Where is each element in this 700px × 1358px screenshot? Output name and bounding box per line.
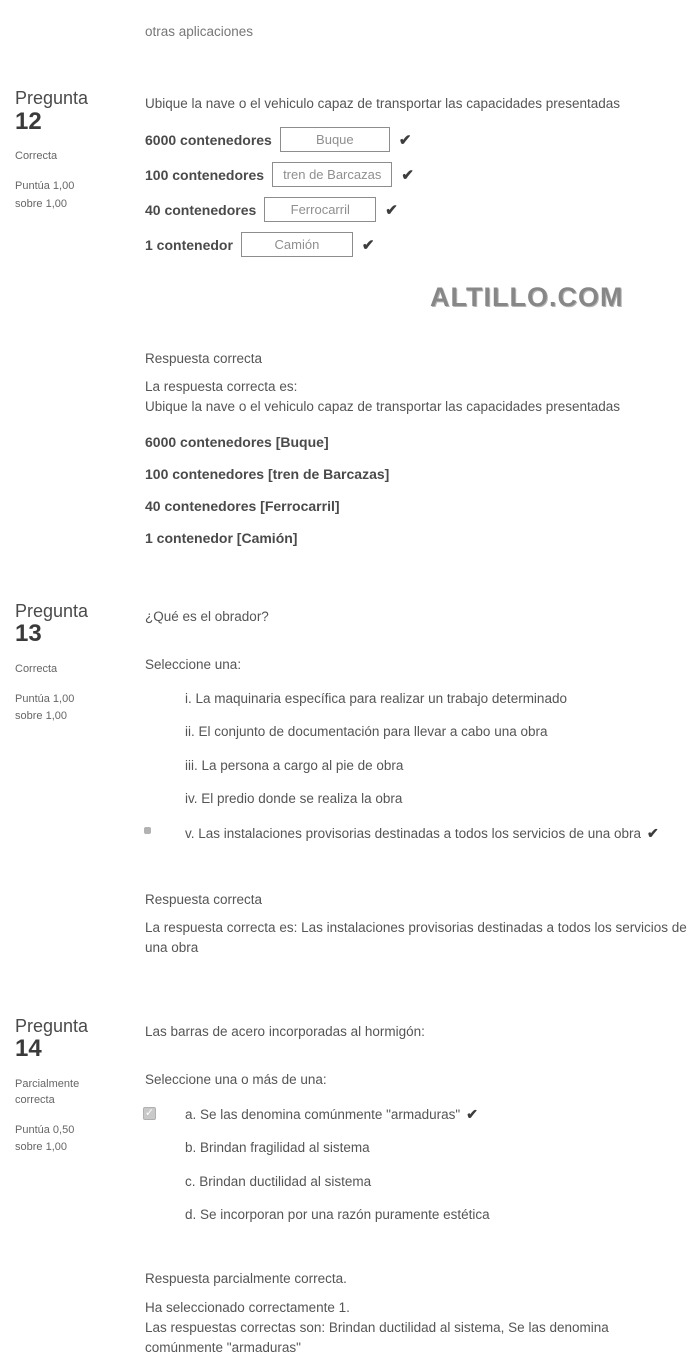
option-text: iv. El predio donde se realiza la obra (185, 791, 403, 807)
feedback-title: Respuesta correcta (145, 350, 263, 366)
checkbox-checked[interactable]: ✓ (144, 1106, 155, 1119)
feedback-intro: La respuesta correcta es: (145, 379, 298, 395)
correct-check-icon: ✔ (385, 201, 398, 219)
match-row (145, 162, 688, 188)
correct-check-icon: ✔ (361, 236, 375, 254)
feedback-answer: 40 contenedores [Ferrocarril] (145, 497, 340, 514)
question-label: Pregunta (15, 88, 89, 108)
match-label: 100 contenedores (145, 166, 265, 183)
match-row (145, 197, 688, 223)
question-label: Pregunta (15, 600, 89, 621)
question-number: 12 (15, 107, 42, 135)
question-12-content (145, 89, 700, 546)
match-label: 40 contenedores (145, 201, 257, 218)
option-row (145, 1205, 688, 1225)
answer-prompt: Seleccione una: (145, 657, 242, 673)
match-row (145, 232, 688, 258)
options-list (145, 1104, 688, 1225)
question-number: 13 (15, 620, 42, 648)
feedback-title: Respuesta parcialmente correcta. (145, 1271, 347, 1286)
question-text: ¿Qué es el obrador? (145, 608, 269, 624)
feedback-answer: 1 contenedor [Camión] (145, 529, 298, 546)
feedback-body: La respuesta correcta es: Las instalaciones provisorias destinadas a todos los servicios de una obra (145, 920, 687, 956)
feedback-body (145, 377, 688, 418)
feedback-title: Respuesta correcta (145, 891, 263, 907)
question-grade: Puntúa 1,00 sobre 1,00 (15, 692, 75, 723)
question-grade: Puntúa 1,00 sobre 1,00 (15, 180, 75, 210)
question-13 (0, 602, 700, 959)
option-text: b. Brindan fragilidad al sistema (185, 1140, 370, 1156)
feedback-body (145, 1298, 688, 1358)
match-row (145, 127, 688, 153)
option-text: i. La maquinaria específica para realizar un trabajo determinado (185, 690, 567, 706)
correct-check-icon: ✔ (401, 166, 414, 184)
correct-check-icon: ✔ (647, 825, 659, 841)
feedback-question-text: Ubique la nave o el vehiculo capaz de transportar las capacidades presentadas (145, 399, 621, 415)
question-text: Las barras de acero incorporadas al hormigón: (145, 1023, 425, 1039)
question-number: 14 (15, 1035, 42, 1063)
option-row-selected (145, 1104, 688, 1125)
question-label: Pregunta (15, 1015, 89, 1036)
question-14-content (145, 1017, 700, 1358)
option-text: ii. El conjunto de documentación para llevar a cabo una obra (185, 724, 548, 740)
option-row (145, 1138, 688, 1158)
question-12 (0, 89, 700, 546)
answer-prompt: Seleccione una o más de una: (145, 1072, 327, 1088)
option-text: d. Se incorporan por una razón puramente estética (185, 1207, 490, 1223)
feedback-line1: Ha seleccionado correctamente 1. (145, 1299, 350, 1315)
match-label: 6000 contenedores (145, 131, 272, 148)
option-row (145, 1172, 688, 1192)
option-row (145, 756, 688, 776)
option-text: v. Las instalaciones provisorias destinadas a todos los servicios de una obra (185, 826, 642, 841)
match-label: 1 contenedor (145, 236, 233, 253)
question-14 (0, 1017, 700, 1358)
match-answer-select[interactable]: Buque (280, 127, 390, 152)
question-14-feedback (145, 1269, 688, 1358)
feedback-answer: 6000 contenedores [Buque] (145, 433, 329, 450)
question-12-feedback (145, 349, 688, 546)
match-answer-select[interactable]: tren de Barcazas (272, 162, 392, 187)
question-13-content (145, 602, 700, 959)
radio-button-selected[interactable] (144, 827, 151, 834)
option-row (145, 722, 688, 742)
correct-check-icon: ✔ (398, 131, 412, 149)
previous-question-trailing-text: otras aplicaciones (145, 24, 254, 39)
question-12-info (0, 89, 145, 213)
question-13-info (0, 602, 145, 726)
question-status: Correcta (15, 150, 58, 163)
question-14-info (0, 1017, 145, 1157)
option-row (145, 689, 688, 709)
correct-check-icon: ✔ (466, 1105, 478, 1122)
match-answer-select[interactable]: Ferrocarril (264, 197, 376, 222)
question-13-feedback (145, 890, 688, 959)
feedback-answer: 100 contenedores [tren de Barcazas] (145, 465, 390, 482)
question-grade: Puntúa 0,50 sobre 1,00 (15, 1123, 75, 1154)
option-row-selected (145, 823, 688, 844)
match-answer-select[interactable]: Camión (241, 232, 353, 257)
feedback-line2: Las respuestas correctas son: Brindan ductilidad al sistema, Se las denomina comúnmente "armaduras" (145, 1319, 609, 1356)
option-text: c. Brindan ductilidad al sistema (185, 1173, 372, 1189)
option-text: a. Se las denomina comúnmente "armaduras" (185, 1106, 461, 1122)
option-row (145, 789, 688, 809)
altillo-watermark: ALTILLO.COM (430, 281, 624, 312)
question-status: Correcta (15, 662, 58, 675)
options-list (145, 689, 688, 844)
option-text: iii. La persona a cargo al pie de obra (185, 757, 404, 773)
question-status: Parcialmente correcta (15, 1077, 80, 1106)
question-text: Ubique la nave o el vehiculo capaz de transportar las capacidades presentadas (145, 96, 621, 111)
